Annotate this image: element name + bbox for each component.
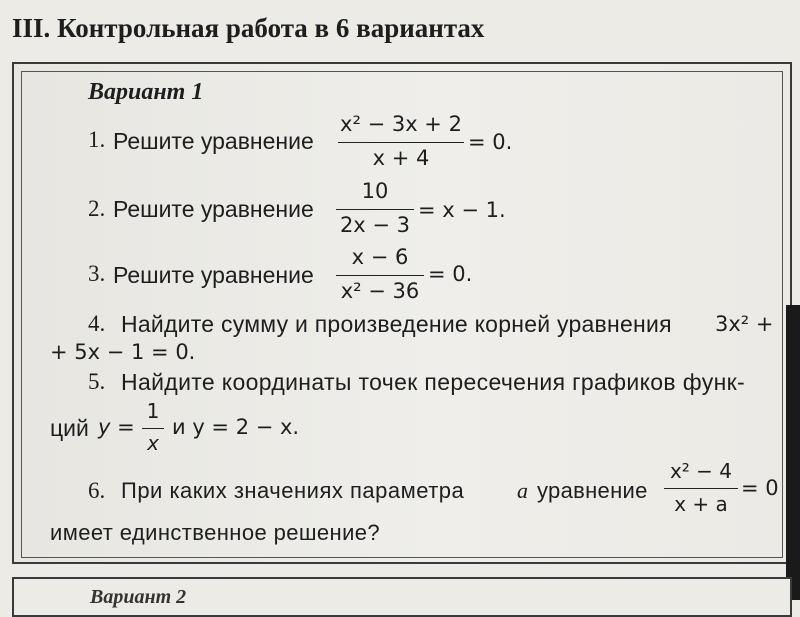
task-1-number: 1.: [88, 127, 106, 152]
task-2-fraction: [336, 176, 414, 242]
task-1-fraction: [338, 108, 464, 174]
task-5-text: Найдите координаты точек пересечения графиков функ-: [121, 369, 746, 395]
task-6-numerator: x² − 4: [669, 459, 733, 483]
next-variant-label: Вариант 2: [90, 586, 187, 608]
task-6-parameter: a: [517, 478, 528, 503]
task-3-text: Решите уравнение: [113, 262, 314, 288]
task-4-line2: + 5x − 1 = 0.: [50, 340, 196, 364]
task-3-tail: = 0.: [428, 262, 473, 286]
task-3-number: 3.: [88, 261, 106, 286]
page-edge-shadow: [786, 305, 800, 600]
task-2-text: Решите уравнение: [113, 196, 314, 222]
task-1-text: Решите уравнение: [113, 128, 314, 154]
page-title: III. Контрольная работа в 6 вариантах: [12, 13, 485, 43]
task-3-numerator: x − 6: [351, 245, 409, 269]
task-6-line2: имеет единственное решение?: [50, 520, 381, 545]
task-4-number: 4.: [88, 311, 106, 336]
task-1-denominator: x + 4: [372, 146, 430, 170]
fraction-bar: [142, 428, 164, 429]
task-6-tail: = 0: [741, 476, 779, 500]
task-5-number: 5.: [88, 369, 106, 394]
task-5-numerator: 1: [146, 399, 160, 423]
task-5-y-equals: y =: [98, 415, 135, 439]
fraction-bar: [664, 488, 738, 489]
task-2-tail: = x − 1.: [418, 198, 506, 222]
task-4-text: Найдите сумму и произведение корней уравнения: [121, 311, 672, 337]
task-5-line2-prefix: ций: [50, 415, 89, 441]
task-2-number: 2.: [88, 196, 106, 221]
task-2-denominator: 2x − 3: [339, 213, 411, 237]
task-2-numerator: 10: [361, 179, 389, 203]
fraction-bar: [336, 275, 424, 276]
fraction-bar: [338, 142, 464, 143]
task-5-line2-suffix: и y = 2 − x.: [172, 415, 300, 439]
task-6-denominator: x + a: [674, 492, 728, 516]
task-5-fraction: [142, 396, 164, 458]
task-1-tail: = 0.: [468, 130, 513, 154]
task-3-fraction: [336, 242, 424, 306]
task-6-number: 6.: [88, 478, 106, 503]
variant-label: Вариант 1: [88, 79, 204, 105]
task-6-fraction: [664, 456, 738, 518]
task-6-text2: уравнение: [537, 478, 648, 503]
task-4-expression: 3x² +: [715, 312, 774, 336]
task-6-text: При каких значениях параметра: [121, 478, 465, 503]
task-3-denominator: x² − 36: [340, 279, 420, 303]
task-5-denominator: x: [147, 431, 159, 455]
fraction-bar: [336, 209, 414, 210]
task-1-numerator: x² − 3x + 2: [340, 112, 462, 136]
